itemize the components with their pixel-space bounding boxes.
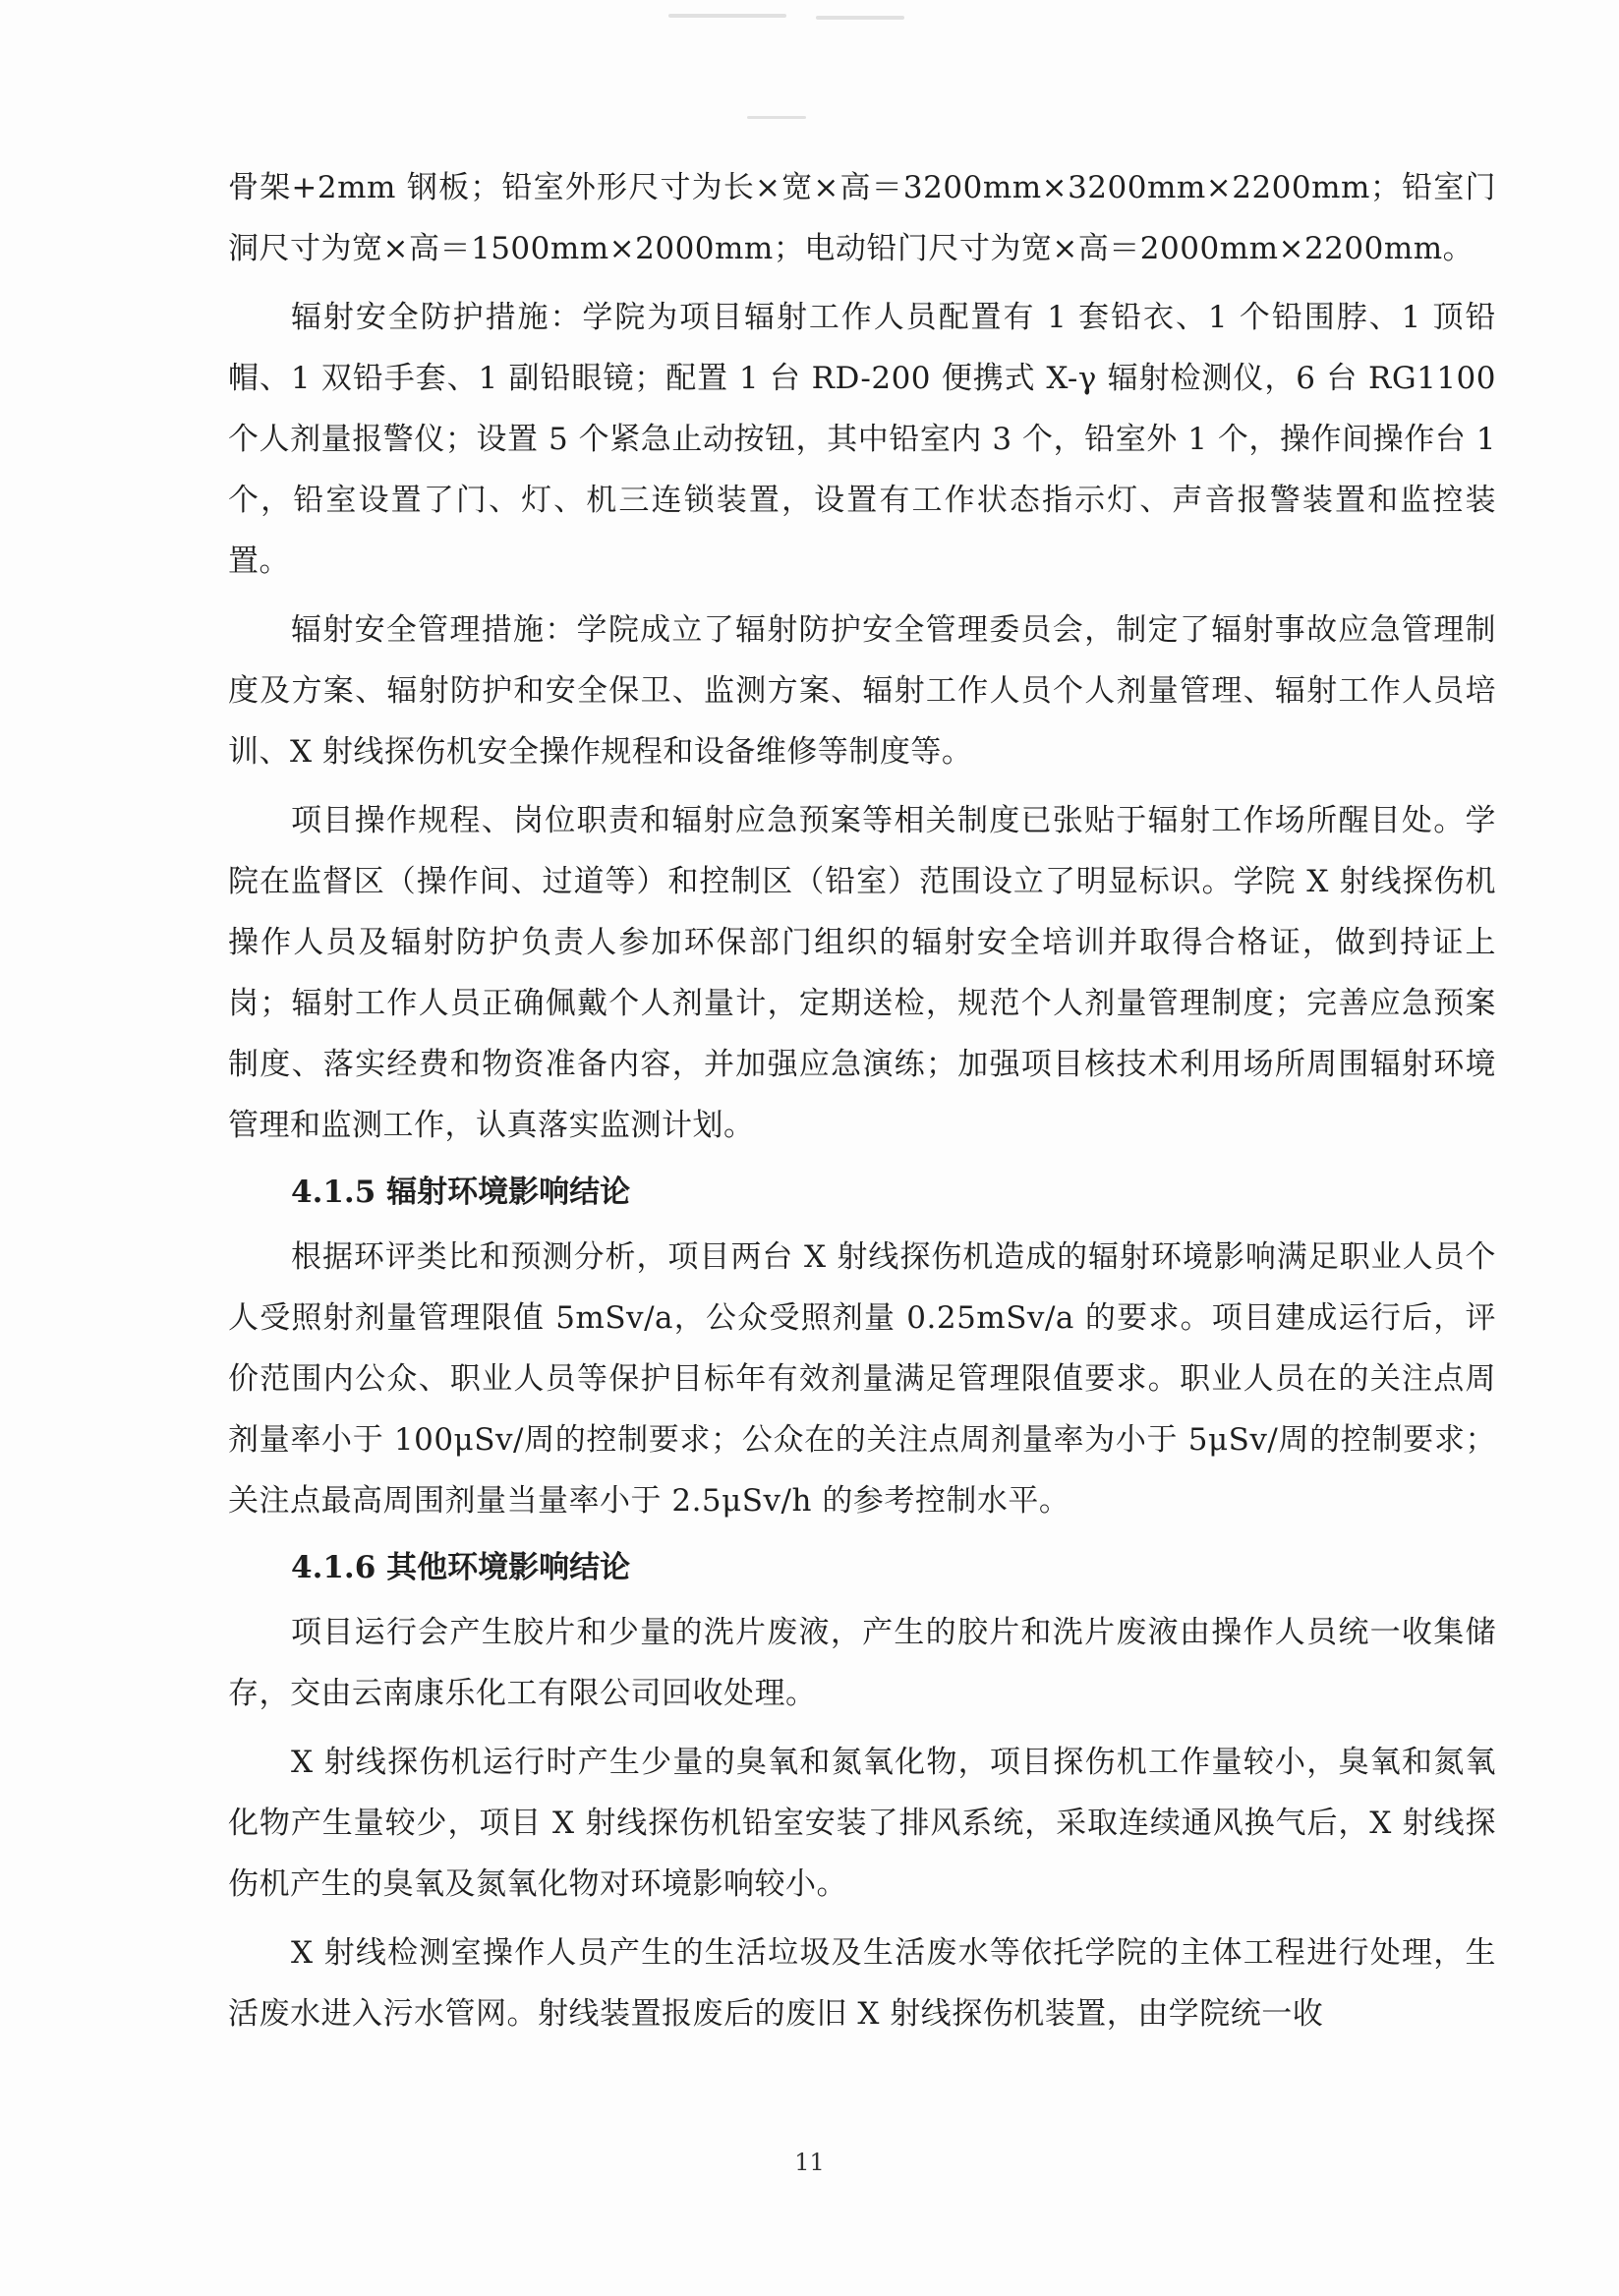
paragraph-film-waste: 项目运行会产生胶片和少量的洗片废液，产生的胶片和洗片废液由操作人员统一收集储存，交由云南康乐化工有限公司回收处理。 bbox=[228, 1615, 1496, 1711]
section-heading-4-1-5: 4.1.5 辐射环境影响结论 bbox=[291, 1175, 631, 1210]
paragraph-radiation-management-measures: 辐射安全管理措施：学院成立了辐射防护安全管理委员会，制定了辐射事故应急管理制度及方案、辐射防护和安全保卫、监测方案、辐射工作人员个人剂量管理、辐射工作人员培训、X 射线探伤机安全操作规程和设备维修等制度等。 bbox=[228, 612, 1496, 770]
paragraph-ozone-emissions: X 射线探伤机运行时产生少量的臭氧和氮氧化物，项目探伤机工作量较小，臭氧和氮氧化物产生量较少，项目 X 射线探伤机铅室安装了排风系统，采取连续通风换气后，X 射线探伤机产生的臭氧及氮氧化物对环境影响较小。 bbox=[228, 1745, 1496, 1902]
paragraph-radiation-protection-measures: 辐射安全防护措施：学院为项目辐射工作人员配置有 1 套铅衣、1 个铅围脖、1 顶铅帽、1 双铅手套、1 副铅眼镜；配置 1 台 RD-200 便携式 X-γ 辐射检测仪，6 台 RG1100 个人剂量报警仪；设置 5 个紧急止动按钮，其中铅室内 3 个，铅室外 1 个，操作间操作台 1 个，铅室设置了门、灯、机三连锁装置，设置有工作状态指示灯、声音报警装置和监控装置。 bbox=[228, 300, 1496, 579]
section-heading-4-1-6: 4.1.6 其他环境影响结论 bbox=[291, 1550, 631, 1585]
paragraph-radiation-impact-conclusion: 根据环评类比和预测分析，项目两台 X 射线探伤机造成的辐射环境影响满足职业人员个人受照射剂量管理限值 5mSv/a，公众受照剂量 0.25mSv/a 的要求。项目建成运行后，评价范围内公众、职业人员等保护目标年有效剂量满足管理限值要求。职业人员在的关注点周剂量率小于 100μSv/周的控制要求；公众在的关注点周剂量率为小于 5μSv/周的控制要求；关注点最高周围剂量当量率小于 2.5μSv/h 的参考控制水平。 bbox=[228, 1239, 1496, 1519]
scan-artifact bbox=[816, 16, 904, 20]
scan-artifact bbox=[747, 116, 806, 119]
paragraph-operating-procedures: 项目操作规程、岗位职责和辐射应急预案等相关制度已张贴于辐射工作场所醒目处。学院在监督区（操作间、过道等）和控制区（铅室）范围设立了明显标识。学院 X 射线探伤机操作人员及辐射防护负责人参加环保部门组织的辐射安全培训并取得合格证，做到持证上岗；辐射工作人员正确佩戴个人剂量计，定期送检，规范个人剂量管理制度；完善应急预案制度、落实经费和物资准备内容，并加强应急演练；加强项目核技术利用场所周围辐射环境管理和监测工作，认真落实监测计划。 bbox=[228, 803, 1496, 1143]
scan-artifact bbox=[668, 14, 786, 18]
document-body bbox=[228, 157, 1496, 2044]
paragraph-lead-room-dimensions: 骨架+2mm 钢板；铅室外形尺寸为长×宽×高＝3200mm×3200mm×2200mm；铅室门洞尺寸为宽×高＝1500mm×2000mm；电动铅门尺寸为宽×高＝2000mm×2200mm。 bbox=[228, 170, 1496, 266]
paragraph-domestic-waste: X 射线检测室操作人员产生的生活垃圾及生活废水等依托学院的主体工程进行处理，生活废水进入污水管网。射线装置报废后的废旧 X 射线探伤机装置，由学院统一收 bbox=[228, 1935, 1496, 2032]
page-number: 11 bbox=[794, 2149, 825, 2176]
